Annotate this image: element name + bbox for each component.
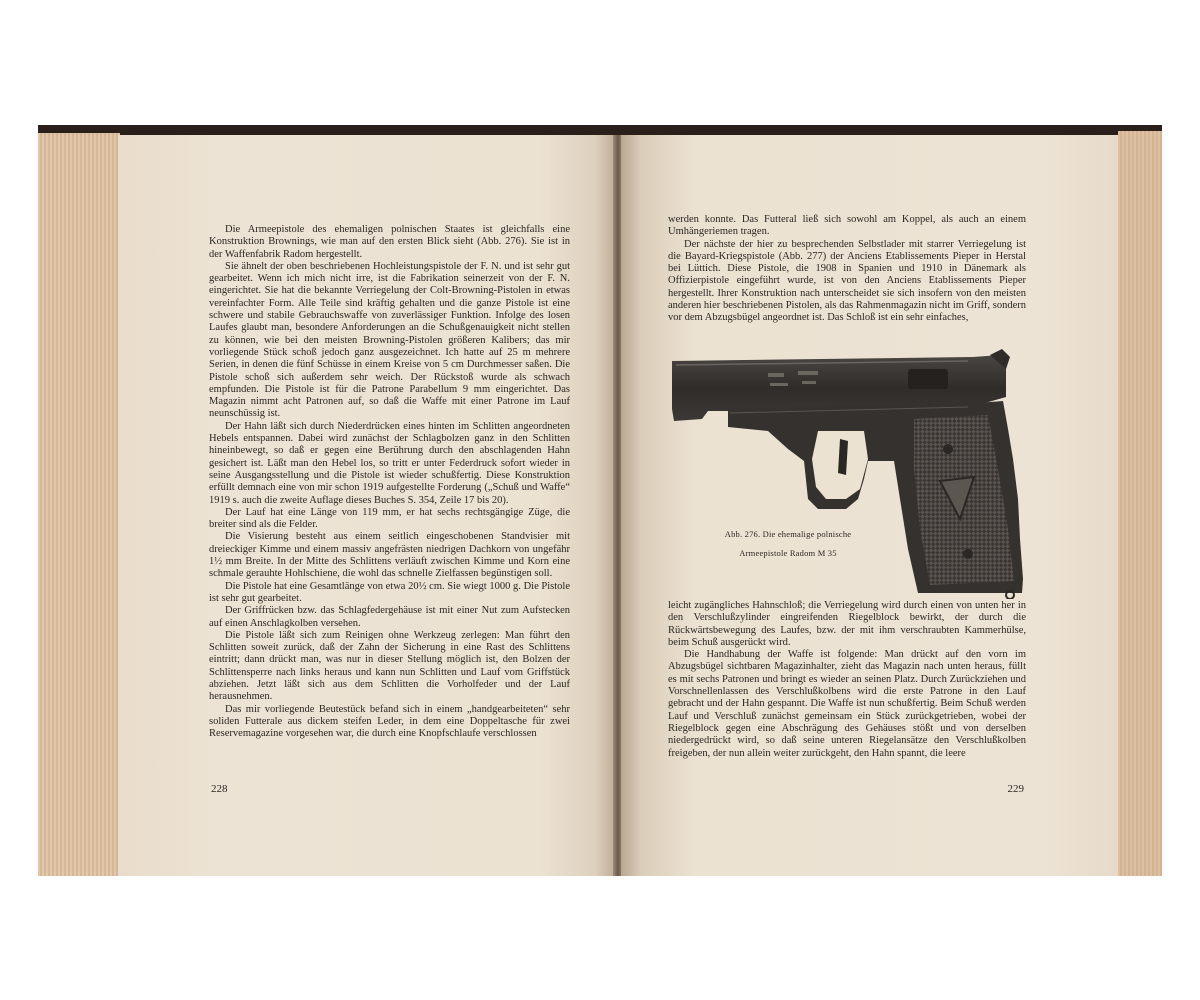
right-page [621, 135, 1118, 876]
paragraph: Die Visierung besteht aus einem seitlich eingeschobenen Standvisier mit dreieckiger Kimme und einem massiv angefrästen niedrigen Dachkorn von ungefähr 1½ mm Breite. In der Mitte des Schlittens verläuft zwischen Kimme und Korn eine schmale gerauhte Hohlschiene, die wohl das schnelle Zielfassen begünstigen soll. [209, 531, 570, 580]
figure-pistol [668, 349, 1026, 599]
paragraph: leicht zugängliches Hahnschloß; die Verriegelung wird durch einen von unten her in den Verschlußzylinder eingreifenden Riegelblock bewirkt, der durch die Rückwärtsbewegung des Laufes, bzw. der mit ihm verschraubten Kammerhülse, beim Schuß ausgerückt wird. [668, 600, 1026, 648]
paragraph: Das mir vorliegende Beutestück befand sich in einem „handgearbeiteten“ sehr soliden Futterale aus dickem steifen Leder, in dem eine Doppeltasche für zwei Reservemagazine vorgesehen war, die durch eine Knopfschlaufe verschlossen [209, 703, 570, 740]
paragraph: Die Pistole hat eine Gesamtlänge von etwa 20½ cm. Sie wiegt 1000 g. Die Pistole ist sehr gut gearbeitet. [209, 580, 570, 604]
right-page-text-top [668, 214, 1026, 325]
page-edges-left [38, 133, 120, 876]
caption-line: Armeepistole Radom M 35 [739, 548, 837, 558]
paragraph: werden konnte. Das Futteral ließ sich sowohl am Koppel, als auch an einem Umhängeriemen tragen. [668, 214, 1026, 238]
right-page-text-bottom [668, 600, 1026, 760]
page-edges-right [1118, 131, 1162, 876]
paragraph: Der Griffrücken bzw. das Schlagfedergehäuse ist mit einer Nut zum Aufstecken auf einen Anschlagkolben versehen. [209, 605, 570, 629]
open-book [38, 125, 1162, 876]
page-number-left: 228 [211, 783, 228, 795]
page-number-right: 229 [1007, 783, 1024, 795]
left-page [118, 135, 615, 876]
paragraph: Sie ähnelt der oben beschriebenen Hochleistungspistole der F. N. und ist sehr gut gearbeitet. Wenn ich mich nicht irre, ist die Fabrikation seinerzeit von der F. N. eingerichtet. Sie hat die bekannte Verriegelung der Colt-Browning-Pistolen in etwas vereinfachter Form. Alle Teile sind kräftig gehalten und die ganze Pistole ist eine schwere und stabile Gebrauchswaffe von zuverlässiger Funktion. Infolge des losen Laufes glaubt man, besondere Anforderungen an die Schußgenauigkeit nicht stellen zu können, wie bei den meisten Browning-Pistolen größeren Kalibers; das mir vorliegende Stück schoß jedoch ganz ausgezeichnet. Ich hatte auf 25 m mehrere Serien, in denen die fünf Schüsse in einem Kreise von 5 cm Durchmesser saßen. Die Pistole schoß sich außerdem sehr weich. Der Rückstoß wurde als schwach empfunden. Die Pistole ist für die Patrone Parabellum 9 mm eingerichtet. Das Magazin nimmt acht Patronen auf, so daß die Waffe mit einer Patrone im Lauf neunschüssig ist. [209, 260, 570, 420]
paragraph: Die Armeepistole des ehemaligen polnischen Staates ist gleichfalls eine Konstruktion Brownings, wie man auf den ersten Blick sieht (Abb. 276). Sie ist in der Waffenfabrik Radom hergestellt. [209, 224, 570, 260]
paragraph: Der Hahn läßt sich durch Niederdrücken eines hinten im Schlitten angeordneten Hebels entspannen. Dabei wird zunächst der Schlagbolzen ganz in den Schlitten hineinbewegt, so daß er gegen eine Berührung durch den abschlagenden Hahn gesichert ist. Läßt man den Hebel los, so tritt er unter Federdruck sofort wieder in seine Ausgangsstellung und die Pistole ist wieder schußfertig. Diese Konstruktion erfüllt demnach eine von mir schon 1919 aufgestellte Forderung („Schuß und Waffe“ 1919 s. auch die zweite Auflage dieses Buches S. 354, Zeile 17 bis 20). [209, 420, 570, 506]
caption-line: Abb. 276. Die ehemalige polnische [724, 529, 852, 539]
paragraph: Die Handhabung der Waffe ist folgende: Man drückt auf den vorn im Abzugsbügel sichtbaren Magazinhalter, zieht das Magazin nach unten heraus, füllt es mit sechs Patronen und bringt es wieder an seinen Platz. Durch Zurückziehen und Vorschnellenlassen des Verschlußkolbens wird die erste Patrone in den Lauf gebracht und der Hahn gespannt. Die Waffe ist nun schußfertig. Beim Schuß werden Lauf und Verschluß zunächst gemeinsam ein Stück zurückgetrieben, wobei der Riegelblock gegen eine Abschrägung des Gehäuses stößt und von derselben niedergedrückt wird, so daß seine unteren Riegelansätze den Verschlußkolben freigeben, der nun allein weiter zurückgeht, den Hahn spannt, die leere [668, 649, 1026, 759]
figure-caption [688, 525, 888, 563]
paragraph: Der Lauf hat eine Länge von 119 mm, er hat sechs rechtsgängige Züge, die breiter sind als die Felder. [209, 506, 570, 531]
paragraph: Die Pistole läßt sich zum Reinigen ohne Werkzeug zerlegen: Man führt den Schlitten soweit zurück, daß der Zahn der Sicherung in eine Rast des Schlittens eintritt; dann drückt man, was nur in dieser Stellung möglich ist, den Bolzen der Schlittensperre nach links heraus und kann nun Schlitten und Lauf vom Griffstück abziehen. Jetzt läßt sich aus dem Schlitten die Vorholfeder und der Lauf herausnehmen. [209, 629, 570, 703]
left-page-text [209, 224, 570, 740]
paragraph: Der nächste der hier zu besprechenden Selbstlader mit starrer Verriegelung ist die Bayard-Kriegspistole (Abb. 277) der Anciens Etablissements Pieper in Herstal bei Lüttich. Diese Pistole, die 1908 in Spanien und 1910 in Dänemark als Offizierpistole eingeführt wurde, ist von den Anciens Etablissements Pieper hergestellt. Ihrer Konstruktion nach unterscheidet sie sich insofern von den meisten anderen hier beschriebenen Pistolen, als das Rahmenmagazin nicht im Griff, sondern vor dem Abzugsbügel angeordnet ist. Das Schloß ist ein sehr einfaches, [668, 238, 1026, 324]
